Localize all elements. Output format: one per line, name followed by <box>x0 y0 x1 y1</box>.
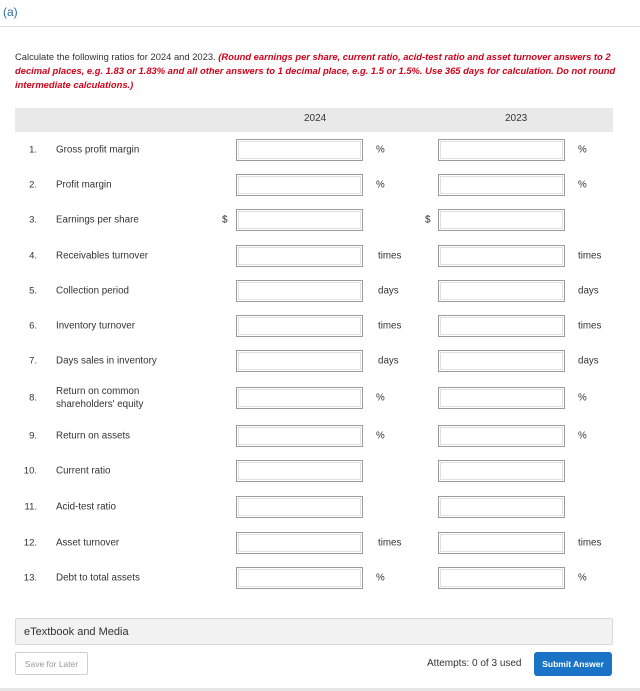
table-row <box>0 531 640 555</box>
row-label: Days sales in inventory <box>56 355 157 367</box>
answer-input-2024[interactable] <box>236 460 363 482</box>
unit-label-2024: days <box>378 285 399 297</box>
save-for-later-button[interactable]: Save for Later <box>15 652 88 675</box>
row-label: Earnings per share <box>56 214 139 226</box>
unit-label-2024: % <box>376 179 385 191</box>
row-number: 12. <box>23 537 37 549</box>
table-row <box>0 459 640 483</box>
table-row <box>0 386 640 410</box>
part-label: (a) <box>3 5 18 19</box>
answer-input-2024[interactable] <box>236 567 363 589</box>
unit-label-2024: times <box>378 250 402 262</box>
table-row <box>0 244 640 268</box>
row-number: 7. <box>29 355 37 367</box>
row-label: Current ratio <box>56 465 111 477</box>
row-label: Gross profit margin <box>56 144 140 156</box>
unit-label-2023: % <box>578 572 587 584</box>
currency-prefix-2024: $ <box>222 214 228 226</box>
answer-input-2024[interactable] <box>236 315 363 337</box>
answer-input-2023[interactable] <box>438 139 565 161</box>
unit-label-2023: days <box>578 355 599 367</box>
unit-label-2023: % <box>578 179 587 191</box>
unit-label-2023: days <box>578 285 599 297</box>
row-number: 1. <box>29 144 37 156</box>
table-row <box>0 314 640 338</box>
unit-label-2024: times <box>378 537 402 549</box>
answer-input-2024[interactable] <box>236 209 363 231</box>
row-label: Collection period <box>56 285 129 297</box>
row-label: Profit margin <box>56 179 112 191</box>
row-number: 3. <box>29 214 37 226</box>
unit-label-2023: % <box>578 392 587 404</box>
table-row <box>0 208 640 232</box>
instructions-note: (Round earnings per share, current ratio, acid-test ratio and asset turnover answers to 2 decimal places, e.g. 1.83 or 1.83% and all other answers to 1 decimal place, e.g. 1.5 or 1.5%. Use 365 days for calculation. Do not round intermediate calculations.) <box>15 51 616 90</box>
answer-input-2023[interactable] <box>438 245 565 267</box>
answer-input-2024[interactable] <box>236 245 363 267</box>
table-row <box>0 566 640 590</box>
answer-input-2023[interactable] <box>438 496 565 518</box>
answer-input-2024[interactable] <box>236 387 363 409</box>
unit-label-2023: % <box>578 430 587 442</box>
column-header-2024: 2024 <box>304 113 327 124</box>
unit-label-2023: times <box>578 320 602 332</box>
etextbook-media-label: eTextbook and Media <box>24 626 129 638</box>
unit-label-2024: days <box>378 355 399 367</box>
answer-input-2023[interactable] <box>438 532 565 554</box>
answer-input-2024[interactable] <box>236 280 363 302</box>
unit-label-2024: % <box>376 144 385 156</box>
answer-input-2024[interactable] <box>236 532 363 554</box>
unit-label-2023: % <box>578 144 587 156</box>
answer-input-2024[interactable] <box>236 139 363 161</box>
table-row <box>0 138 640 162</box>
answer-input-2024[interactable] <box>236 174 363 196</box>
unit-label-2023: times <box>578 537 602 549</box>
row-number: 5. <box>29 285 37 297</box>
answer-input-2023[interactable] <box>438 209 565 231</box>
answer-input-2023[interactable] <box>438 460 565 482</box>
column-header-2023: 2023 <box>505 113 528 124</box>
row-number: 13. <box>23 572 37 584</box>
submit-answer-button[interactable]: Submit Answer <box>534 652 612 676</box>
etextbook-media-bar[interactable] <box>15 618 613 645</box>
unit-label-2024: % <box>376 572 385 584</box>
attempts-counter: Attempts: 0 of 3 used <box>427 658 522 669</box>
row-label: Return on common shareholders' equity <box>56 386 144 410</box>
row-number: 8. <box>29 392 37 404</box>
currency-prefix-2023: $ <box>425 214 431 226</box>
answer-input-2023[interactable] <box>438 350 565 372</box>
row-label: Inventory turnover <box>56 320 135 332</box>
instructions-lead: Calculate the following ratios for 2024 and 2023. <box>15 51 219 62</box>
instructions <box>15 50 620 92</box>
row-number: 6. <box>29 320 37 332</box>
answer-input-2023[interactable] <box>438 425 565 447</box>
answer-input-2024[interactable] <box>236 496 363 518</box>
unit-label-2024: % <box>376 430 385 442</box>
answer-input-2024[interactable] <box>236 425 363 447</box>
row-label: Receivables turnover <box>56 250 149 262</box>
answer-input-2023[interactable] <box>438 315 565 337</box>
row-label: Return on assets <box>56 430 131 442</box>
table-row <box>0 424 640 448</box>
table-row <box>0 349 640 373</box>
row-label: Acid-test ratio <box>56 501 116 513</box>
row-number: 9. <box>29 430 37 442</box>
row-number: 4. <box>29 250 37 262</box>
table-row <box>0 279 640 303</box>
answer-input-2024[interactable] <box>236 350 363 372</box>
row-number: 10. <box>23 465 37 477</box>
row-label: Debt to total assets <box>56 572 140 584</box>
unit-label-2024: times <box>378 320 402 332</box>
answer-input-2023[interactable] <box>438 174 565 196</box>
answer-input-2023[interactable] <box>438 387 565 409</box>
unit-label-2023: times <box>578 250 602 262</box>
unit-label-2024: % <box>376 392 385 404</box>
answer-input-2023[interactable] <box>438 280 565 302</box>
top-divider <box>0 26 640 27</box>
table-row <box>0 495 640 519</box>
row-number: 11. <box>24 501 37 513</box>
answer-input-2023[interactable] <box>438 567 565 589</box>
row-label: Asset turnover <box>56 537 120 549</box>
table-row <box>0 173 640 197</box>
row-number: 2. <box>29 179 37 191</box>
